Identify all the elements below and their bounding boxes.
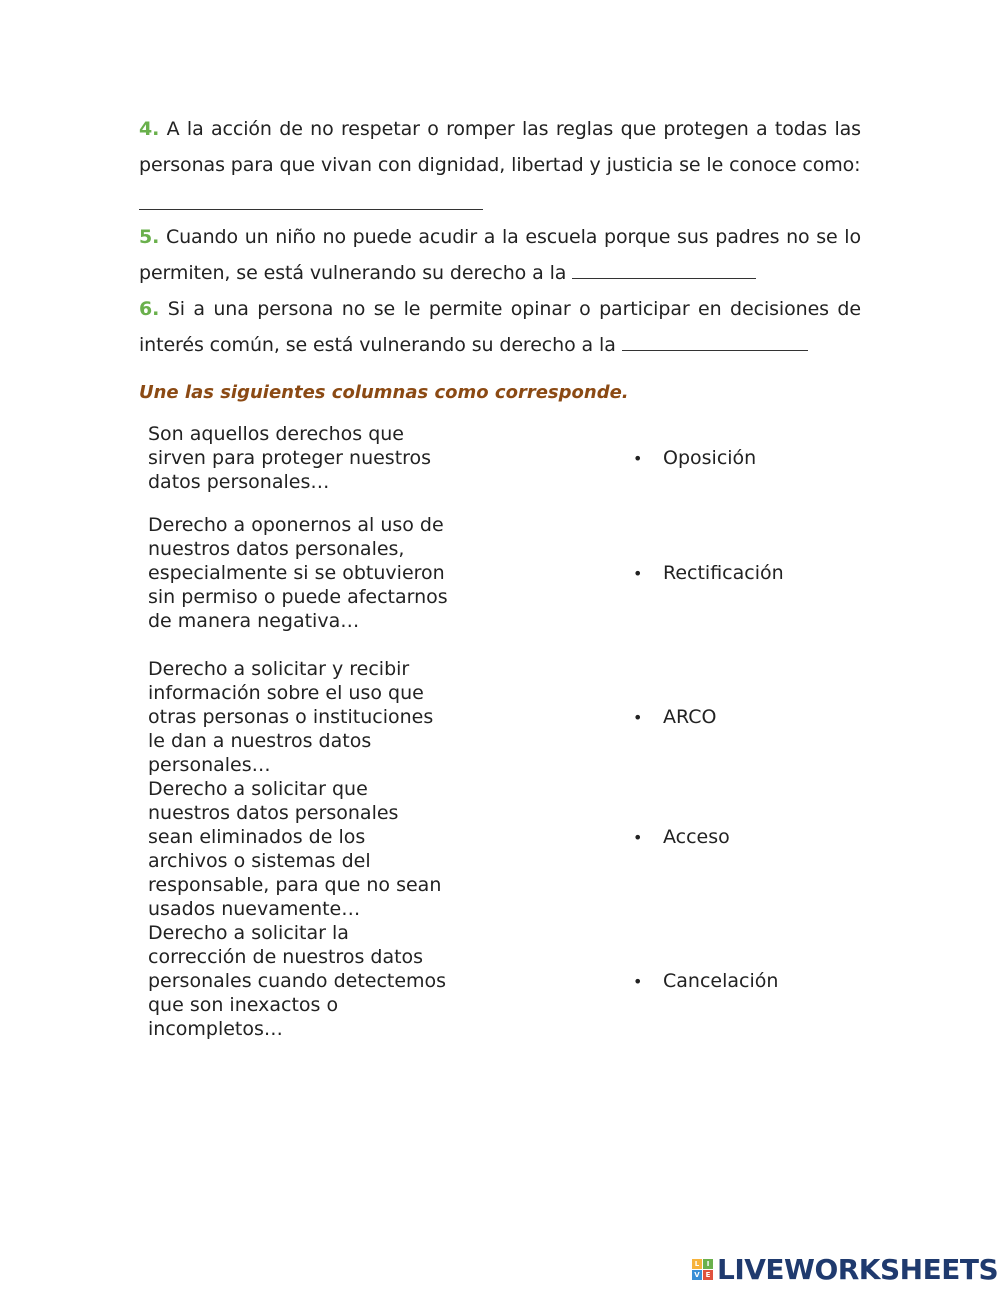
logo-icon-cell: I (703, 1259, 713, 1269)
logo-icon-cell: E (703, 1270, 713, 1280)
question-4 (139, 111, 861, 183)
match-right-item-1[interactable] (633, 446, 756, 471)
bullet-icon: • (633, 564, 643, 583)
question-number: 6. (139, 298, 160, 320)
bullet-icon: • (633, 449, 643, 468)
logo-text: LIVEWORKSHEETS (717, 1252, 999, 1286)
match-right-label: Acceso (663, 826, 730, 848)
answer-blank-4[interactable] (139, 209, 483, 210)
match-right-item-5[interactable] (633, 969, 778, 994)
answer-blank-5[interactable] (572, 260, 756, 279)
match-left-item-3[interactable]: Derecho a solicitar y recibir información sobre el uso que otras personas o instituciones le dan a nuestros datos personales… (148, 658, 434, 776)
match-right-label: Rectificación (663, 562, 784, 584)
question-number: 4. (139, 118, 160, 140)
logo-icon-cell: V (692, 1270, 702, 1280)
liveworksheets-logo (692, 1254, 998, 1284)
bullet-icon: • (633, 708, 643, 727)
match-right-label: Oposición (663, 447, 757, 469)
question-number: 5. (139, 226, 160, 248)
match-left-item-5[interactable]: Derecho a solicitar la corrección de nuestros datos personales cuando detectemos que son inexactos o incompletos… (148, 922, 447, 1040)
question-text: Si a una persona no se le permite opinar o participar en decisiones de interés común, se está vulnerando su derecho a la (139, 298, 861, 356)
match-right-label: ARCO (663, 706, 717, 728)
bullet-icon: • (633, 972, 643, 991)
question-text: A la acción de no respetar o romper las reglas que protegen a todas las personas para que vivan con dignidad, libertad y justicia se le conoce como: (139, 118, 861, 176)
match-right-item-3[interactable] (633, 705, 716, 730)
question-5 (139, 219, 861, 291)
match-right-label: Cancelación (663, 970, 779, 992)
question-6 (139, 291, 861, 363)
match-left-item-2[interactable]: Derecho a oponernos al uso de nuestros datos personales, especialmente si se obtuvieron sin permiso o puede afectarnos de manera negativa… (148, 514, 448, 632)
section-title: Une las siguientes columnas como corresponde. (139, 382, 629, 403)
bullet-icon: • (633, 828, 643, 847)
logo-icon-cell: L (692, 1259, 702, 1269)
match-right-item-4[interactable] (633, 825, 730, 850)
match-left-item-4[interactable]: Derecho a solicitar que nuestros datos personales sean eliminados de los archivos o sistemas del responsable, para que no sean usados nuevamente… (148, 778, 442, 920)
match-left-item-1[interactable]: Son aquellos derechos que sirven para proteger nuestros datos personales… (148, 423, 432, 493)
question-text: Cuando un niño no puede acudir a la escuela porque sus padres no se lo permiten, se está vulnerando su derecho a la (139, 226, 861, 284)
match-right-item-2[interactable] (633, 561, 784, 586)
answer-blank-6[interactable] (622, 332, 808, 351)
logo-icon (692, 1259, 713, 1280)
